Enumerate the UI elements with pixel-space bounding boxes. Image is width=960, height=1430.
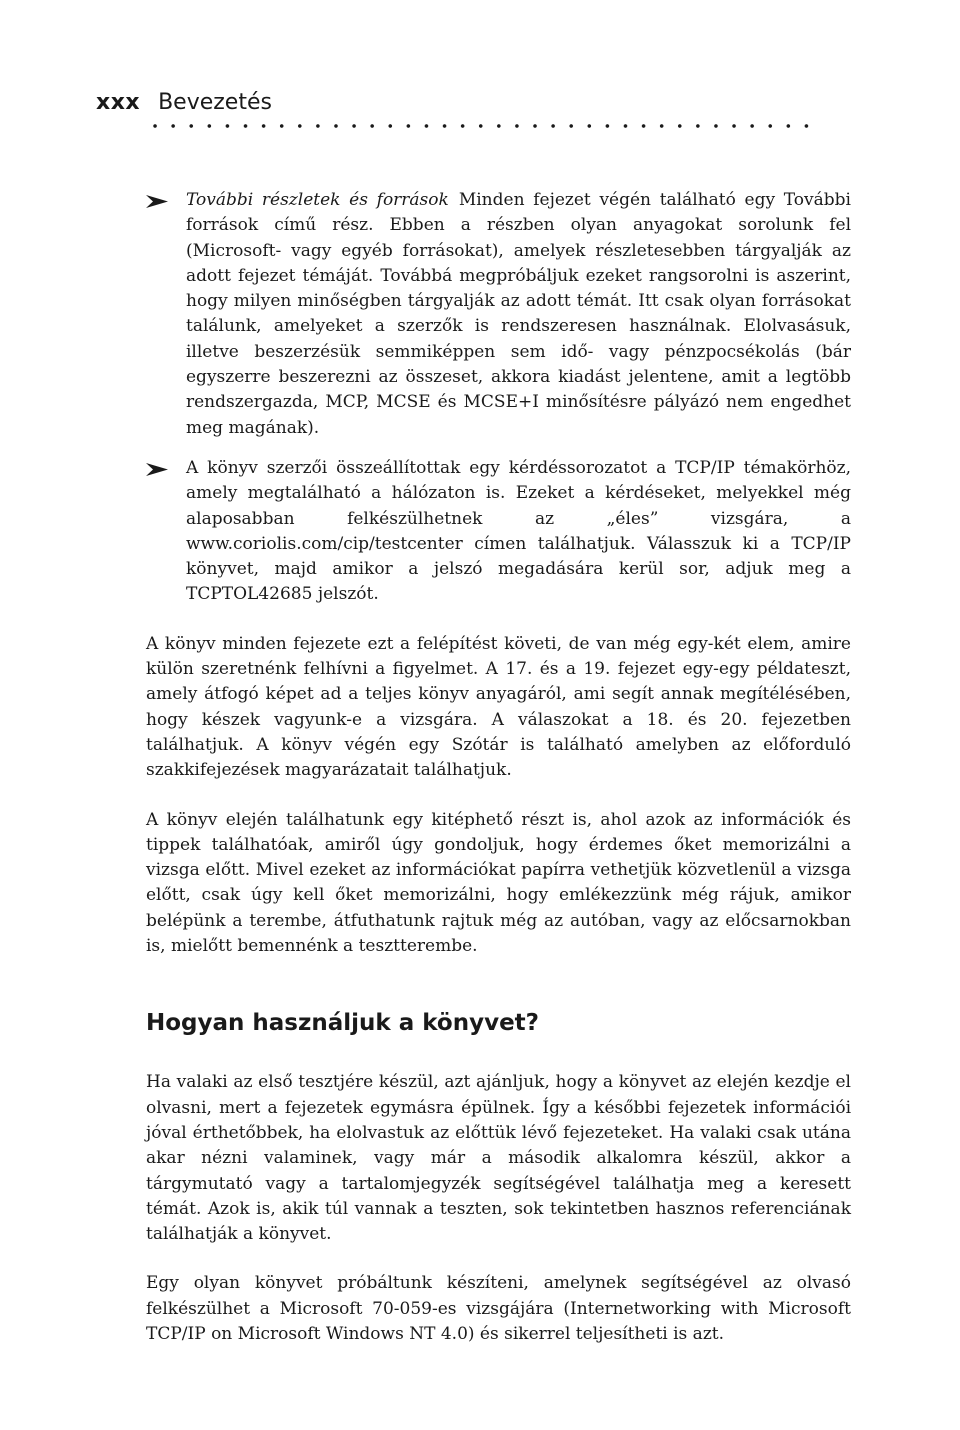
body-paragraph: A könyv minden fejezete ezt a felépítést követi, de van még egy-két elem, amire külön szeretnénk felhívni a figyelmet. A 17. és a 19. fejezet egy-egy példateszt, amely átfogó képet ad a teljes könyv anyagáról, ami segít annak megítélésében, hogy készek vagyunk-e a vizsgára. A válaszokat a 18. és 20. fejezetben találhatjuk. A könyv végén egy Szótár is található amelyben az előforduló szakkifejezések magyarázatait találhatjuk.: [146, 633, 851, 781]
body-paragraph: A könyv elején találhatunk egy kitéphető részt is, ahol azok az információk és tippek találhatóak, amiről úgy gondoljuk, hogy érdemes őket memorizálni a vizsga előtt. Mivel ezeket az információkat papírra vethetjük közvetlenül a vizsga előtt, csak úgy kell őket memorizálni, hogy emlékezzünk még rájuk, amikor belépünk a terembe, átfuthatunk rajtuk még az autóban, vagy az előcsarnokban is, mielőtt bemennénk a tesztterembe.: [146, 809, 851, 957]
list-item-text: Minden fejezet végén található egy További források című rész. Ebben a részben olyan anyagokat sorolunk fel (Microsoft- vagy egyéb forrásokat), amelyek részletesebben tárgyalják az adott fejezet témáját. Továbbá megpróbáljuk ezeket rangsorolni is aszerint, hogy milyen minőségben tárgyalják az adott témát. Itt csak olyan forrásokat találunk, amelyeket a szerzők is rendszeresen használnak. Elolvasásuk, illetve beszerzésük semmiképpen sem idő- vagy pénzpocsékolás (bár egyszerre beszerezni az összeset, akkora kiadást jelentene, amit a legtöbb rendszergazda, MCP, MCSE és MCSE+I minősítésre pályázó nem engedhet meg magának).: [186, 190, 851, 438]
arrowhead-bullet-icon: [146, 195, 168, 208]
body-paragraph: Ha valaki az első tesztjére készül, azt ajánljuk, hogy a könyvet az elején kezdje el olvasni, mert a fejezetek egymásra épülnek. Így a későbbi fejezetek információi jóval érthetőbbek, ha elolvastuk az előttük lévő fejezeteket. Ha valaki csak utána akar nézni valaminek, vagy már a második alkalomra készül, akkor a tárgymutató vagy a tartalomjegyzék segítségével találhatja meg a keresett témát. Azok is, akik túl vannak a teszten, sok tekintetben hasznos referenciának találhatják a könyvet.: [146, 1072, 851, 1245]
body-paragraph: Egy olyan könyvet próbáltunk készíteni, amelynek segítségével az olvasó felkészülhet a Microsoft 70-059-es vizsgájára (Internetworking with Microsoft TCP/IP on Microsoft Windows NT 4.0) és sikerrel teljesítheti is azt.: [146, 1273, 851, 1344]
chapter-title: Bevezetés: [158, 90, 272, 115]
list-item-term: További részletek és források: [186, 190, 449, 210]
arrowhead-bullet-icon: [146, 463, 168, 476]
list-item-text: A könyv szerzői összeállítottak egy kérdéssorozatot a TCP/IP témakörhöz, amely megtalálható a hálózaton is. Ezeket a kérdéseket, melyekkel még alaposabban felkészülhetnek az „éles” vizsgára, a www.coriolis.com/cip/testcenter címen találhatjuk. Válasszuk ki a TCP/IP könyvet, majd amikor a jelszó megadására kerül sor, adjuk meg a TCPTOL42685 jelszót.: [186, 457, 851, 605]
list-item: [146, 188, 851, 441]
list-item: [146, 456, 851, 608]
running-header: [96, 90, 272, 115]
dotted-rule: [146, 121, 816, 131]
page-content: [146, 188, 851, 1371]
page-number: xxx: [96, 90, 141, 115]
section-heading: Hogyan használjuk a könyvet?: [146, 1010, 540, 1037]
